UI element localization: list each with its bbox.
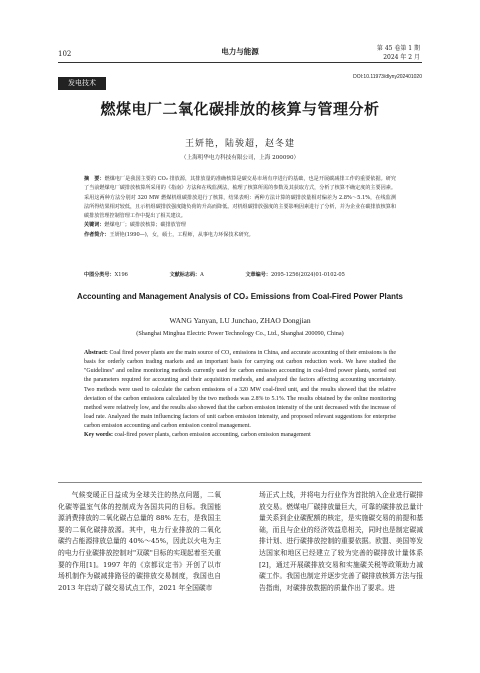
author-intro-text: 王妍艳(1990—)，女，硕士，工程师，从事电力环保技术研究。 <box>109 231 254 238</box>
abstract-en-text: Coal fired power plants are the main source of CO₂ emissions in China, and accurate accounting of their emissions is the basis for orderly carbon trading markets and an important basis for carrying out carbon reduction work. We have studied the "Guidelines" and online monitoring methods currently used for carbon emission accounting in coal-fired power plants, sorted out the parameters required for accounting and their acquisition methods, and analyzed the factors affecting accounting uncertainty. Two methods were used to calculate the carbon emissions of a 320 MW coal-fired unit, and the results showed that the relative deviation of the carbon emissions calculated by the two methods was 2.8% to 5.1%. The results obtained by the online monitoring method were relatively low, and the results also showed that the carbon emission intensity of the unit decreased with the increase of load rate. Analyzed the main influencing factors of unit carbon emission intensity, and proposed relevant suggestions for enterprise carbon emission accounting and carbon emission control management. <box>84 350 396 430</box>
page-number: 102 <box>58 50 72 58</box>
abstract-cn-label: 摘 要： <box>84 176 105 182</box>
abstract-en-label: Abstract: <box>84 350 108 356</box>
body-column-right <box>259 490 423 594</box>
body-column-left <box>58 490 221 594</box>
author-intro-cn <box>84 231 396 240</box>
keywords-en-label: Key words: <box>84 432 113 439</box>
abstract-cn <box>84 175 396 240</box>
article-number: 文章编号：2095-1256(2024)01-0102-05 <box>245 272 345 278</box>
abstract-en <box>84 349 396 441</box>
issue-date: 2024 年 2 月 <box>383 54 420 61</box>
body-paragraph: 场正式上线，并将电力行业作为首批纳入企业进行碳排放交易。燃煤电厂碳排放量巨大，可靠的碳排放总量计量关系到企业碳配额的核定，是实施碳交易的前提和基础，而且与企业的经济效益息相关，同时也是制定碳减排计划、进行碳排放控制的重要依据。欧盟、美国等发达国家和地区已经建立了较为完善的碳排放计量体系[2]，通过开展碳排放交易和实施碳关税等政策助力减碳工作。我国也制定并逐步完善了碳排放核算方法与报告指南，对碳排放数据的质量作出了要求。进 <box>259 491 423 592</box>
volume-issue: 第 45 卷第 1 期 <box>376 45 420 52</box>
clc-number: 中图分类号：X196 <box>84 272 128 278</box>
affiliation-en: (Shanghai Minghua Electric Power Technology Co., Ltd., Shanghai 200090, China) <box>136 330 344 337</box>
classification-row <box>84 271 385 278</box>
section-tag: 发电技术 <box>58 77 106 90</box>
document-code: 文献标志码：A <box>169 272 204 278</box>
keywords-en-text: coal-fired power plants, carbon emission accounting, carbon emission management <box>114 432 311 439</box>
header-rule <box>58 62 422 63</box>
affiliation-cn: （上海明华电力科技有限公司，上海 200090） <box>180 155 300 161</box>
keywords-cn <box>84 221 396 230</box>
body-paragraph: 气候变暖正日益成为全球关注的热点问题，二氧化碳等温室气体的控制成为各国共同的目标。我国能源消费排放的二氧化碳占总量的 88% 左右，是我国主要的二氧化碳排放源。其中，电力行业排放的二氧化碳约占能源排放总量的 40%～45%，因此以火电为主的电力行业碳排放控制对"双碳"目标的实现起着至关重要的作用[1]。1997 年的《京都议定书》开创了以市场机制作为碳减排路径的碳排放交易制度，我国也自 2013 年启动了碳交易试点工作，2021 年全国碳市 <box>58 491 221 592</box>
keywords-cn-text: 燃煤电厂；碳排放核算；碳排放管理 <box>104 222 186 229</box>
doi: DOI:10.11973/dlyny202401020 <box>353 74 422 80</box>
title-cn: 燃煤电厂二氧化碳排放的核算与管理分析 <box>100 100 380 118</box>
keywords-en <box>84 431 396 440</box>
authors-cn: 王妍艳，陆骏超，赵冬建 <box>184 139 295 149</box>
abstract-cn-body <box>84 175 396 221</box>
volume-issue-block <box>377 44 420 62</box>
keywords-cn-label: 关键词： <box>84 222 105 229</box>
title-en: Accounting and Management Analysis of CO₂ Emissions from Coal-Fired Power Plants <box>77 292 403 301</box>
section-separator <box>58 482 422 483</box>
journal-name: 电力与能源 <box>221 47 259 56</box>
abstract-en-body <box>84 349 396 431</box>
abstract-cn-text: 燃煤电厂是我国主要的 CO₂ 排放源，其排放量的准确核算是碳交易市场有序进行的基础，也是开展碳减排工作的重要依据。研究了当前燃煤电厂碳排放核算所采用的《指南》方法和在线监测法，梳理了核算所需的参数及其获取方式，分析了核算不确定度的主要因素。采用这两种方法分别对 320 MW 燃煤机组碳排放进行了核算，结果表明：两种方法计算的碳排放量相对偏差为 2.8%～5.1%，在线监测法所得结果相对较低，且示机组碳排放强度随负荷的升高而降低。对机组碳排放强度的主要影响因素进行了分析，并为企业在碳排放核算和碳排放管理控制管理工作中提出了相关建议。 <box>84 176 396 220</box>
authors-en: WANG Yanyan, LU Junchao, ZHAO Dongjian <box>169 316 311 325</box>
author-intro-label: 作者简介： <box>84 231 110 238</box>
